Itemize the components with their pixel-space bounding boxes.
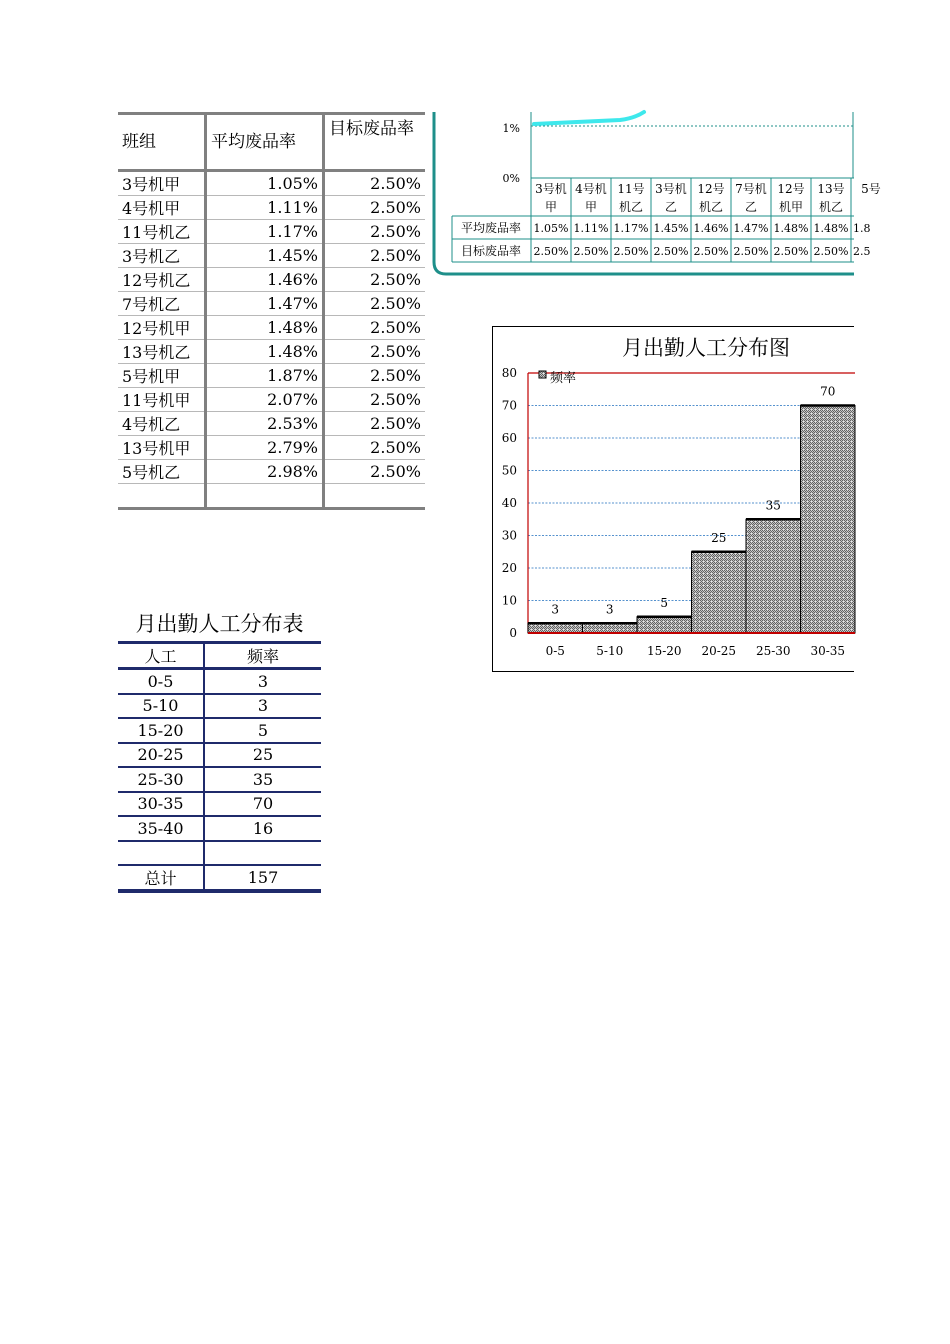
x-tick-label: 15-20: [646, 644, 682, 658]
target-scrap-cell: 2.50%: [324, 388, 426, 412]
labor-range-cell: 35-40: [118, 816, 204, 841]
category-label: 3号机: [535, 182, 567, 196]
avg-scrap-cell: 1.17%: [206, 220, 324, 244]
target-scrap-cell: 2.50%: [324, 436, 426, 460]
header-frequency: 频率: [204, 643, 321, 669]
series-name: 目标废品率: [460, 244, 522, 258]
x-tick-label: 20-25: [701, 644, 737, 658]
avg-scrap-cell: 1.47%: [206, 292, 324, 316]
table-row: [118, 816, 321, 841]
target-scrap-cell: 2.50%: [324, 292, 426, 316]
frequency-cell: 3: [204, 694, 321, 719]
y-tick-label: 60: [501, 431, 517, 445]
scrap-rate-chart: [430, 112, 881, 277]
team-cell: 5号机乙: [118, 460, 206, 484]
team-cell: 5号机甲: [118, 364, 206, 388]
team-cell: 13号机乙: [118, 340, 206, 364]
avg-scrap-cell: 2.07%: [206, 388, 324, 412]
bar: [692, 552, 747, 633]
table-value: 2.50%: [813, 245, 849, 258]
labor-range-cell: 0-5: [118, 669, 204, 694]
avg-scrap-line: [534, 112, 644, 124]
category-label: 4号机: [575, 182, 607, 196]
table-value: 1.48%: [773, 222, 809, 235]
table-row: [118, 767, 321, 792]
table-value: 2.5: [853, 245, 871, 258]
labor-range-cell: 15-20: [118, 718, 204, 743]
frequency-cell: 70: [204, 792, 321, 817]
target-scrap-cell: 2.50%: [324, 244, 426, 268]
table-header-row: [118, 643, 321, 669]
series-name: 平均废品率: [460, 221, 522, 235]
legend-swatch: [539, 371, 546, 378]
attendance-histogram: [492, 326, 854, 672]
target-scrap-cell: 2.50%: [324, 171, 426, 196]
table-row: [118, 460, 425, 484]
table-value: 2.50%: [653, 245, 689, 258]
y-tick-label: 0%: [502, 172, 520, 185]
y-tick-label: 50: [501, 463, 517, 478]
x-tick-label: 30-35: [810, 644, 846, 658]
table-value: 2.50%: [533, 245, 569, 258]
avg-scrap-cell: 1.05%: [206, 171, 324, 196]
table-value: 1.45%: [653, 222, 689, 235]
data-label: 70: [820, 384, 836, 399]
table-row: [118, 244, 425, 268]
labor-range-cell: 30-35: [118, 792, 204, 817]
team-cell: 12号机甲: [118, 316, 206, 340]
table-row: [118, 364, 425, 388]
data-label: 25: [711, 530, 727, 545]
avg-scrap-cell: 1.45%: [206, 244, 324, 268]
category-label: 乙: [664, 200, 678, 214]
target-scrap-cell: 2.50%: [324, 220, 426, 244]
attendance-histogram-svg: [493, 327, 855, 673]
table-row: [118, 220, 425, 244]
table-value: 1.11%: [573, 222, 609, 235]
frequency-cell: 5: [204, 718, 321, 743]
frequency-cell: 35: [204, 767, 321, 792]
target-scrap-cell: 2.50%: [324, 364, 426, 388]
table-value: 2.50%: [773, 245, 809, 258]
table-row: [118, 292, 425, 316]
data-label: 35: [765, 498, 781, 513]
table-row: [118, 340, 425, 364]
data-label: 3: [605, 602, 614, 617]
table-value: 2.50%: [693, 245, 729, 258]
category-label: 乙: [744, 200, 758, 214]
y-tick-label: 1%: [502, 122, 520, 135]
category-label: 机乙: [618, 200, 644, 214]
labor-range-cell: 总计: [118, 865, 204, 891]
table-row: [118, 841, 321, 866]
table-value: 1.17%: [613, 222, 649, 235]
bar: [583, 623, 638, 633]
table-row: [118, 792, 321, 817]
category-label: 7号机: [735, 182, 767, 196]
y-tick-label: 30: [501, 528, 517, 543]
team-cell: 3号机乙: [118, 244, 206, 268]
y-tick-label: 0: [509, 626, 517, 640]
x-tick-label: 25-30: [755, 644, 791, 658]
bar: [746, 519, 801, 633]
category-label: 甲: [584, 200, 598, 214]
table-row: [118, 484, 425, 509]
y-tick-label: 80: [501, 366, 517, 380]
target-scrap-cell: 2.50%: [324, 340, 426, 364]
table-row: [118, 694, 321, 719]
category-label: 5号: [861, 182, 881, 196]
header-team: 班组: [118, 114, 206, 171]
team-cell: 3号机甲: [118, 171, 206, 196]
team-cell: 11号机甲: [118, 388, 206, 412]
target-scrap-cell: 2.50%: [324, 412, 426, 436]
x-tick-label: 5-10: [596, 644, 624, 658]
category-label: 机乙: [698, 200, 724, 214]
y-tick-label: 20: [501, 561, 517, 575]
category-label: 甲: [544, 200, 558, 214]
category-label: 3号机: [655, 182, 687, 196]
avg-scrap-cell: 2.53%: [206, 412, 324, 436]
table-value: 2.50%: [613, 245, 649, 258]
bar: [528, 623, 583, 633]
attendance-table: [118, 641, 321, 893]
table-row: [118, 316, 425, 340]
table-value: 1.46%: [693, 222, 729, 235]
labor-range-cell: 5-10: [118, 694, 204, 719]
team-cell: 12号机乙: [118, 268, 206, 292]
table-header-row: [118, 114, 425, 171]
team-cell: 11号机乙: [118, 220, 206, 244]
team-cell: 4号机乙: [118, 412, 206, 436]
target-scrap-cell: 2.50%: [324, 460, 426, 484]
header-avg-scrap: 平均废品率: [206, 114, 324, 171]
team-cell: 7号机乙: [118, 292, 206, 316]
table-row: [118, 412, 425, 436]
y-tick-label: 40: [501, 496, 517, 510]
avg-scrap-cell: 1.11%: [206, 196, 324, 220]
table-row: [118, 436, 425, 460]
table-value: 1.8: [853, 222, 871, 235]
category-label: 11号: [617, 182, 645, 196]
table-row: [118, 865, 321, 891]
frequency-cell: 16: [204, 816, 321, 841]
target-scrap-cell: 2.50%: [324, 316, 426, 340]
category-label: 机乙: [818, 200, 844, 214]
avg-scrap-cell: 1.87%: [206, 364, 324, 388]
table-row: [118, 171, 425, 196]
header-target-scrap: 目标废品率: [324, 114, 426, 171]
table-value: 2.50%: [573, 245, 609, 258]
labor-range-cell: [118, 841, 204, 866]
table-row: [118, 388, 425, 412]
y-tick-label: 10: [501, 593, 517, 608]
frequency-cell: [204, 841, 321, 866]
team-cell: 13号机甲: [118, 436, 206, 460]
team-cell: 4号机甲: [118, 196, 206, 220]
scrap-rate-table: [118, 112, 425, 510]
target-scrap-cell: 2.50%: [324, 268, 426, 292]
labor-range-cell: 25-30: [118, 767, 204, 792]
frequency-cell: 3: [204, 669, 321, 694]
table-value: 1.48%: [813, 222, 849, 235]
category-label: 12号: [697, 182, 725, 196]
target-scrap-cell: 2.50%: [324, 196, 426, 220]
table-row: [118, 743, 321, 768]
labor-range-cell: 20-25: [118, 743, 204, 768]
scrap-rate-chart-svg: [430, 112, 881, 277]
scrap-table-body: [118, 171, 425, 509]
bar: [801, 406, 856, 634]
category-label: 12号: [777, 182, 805, 196]
data-label: 3: [551, 602, 560, 617]
table-row: [118, 268, 425, 292]
y-tick-label: 70: [501, 398, 517, 413]
avg-scrap-cell: 2.79%: [206, 436, 324, 460]
table-value: 1.47%: [733, 222, 769, 235]
chart-title: 月出勤人工分布图: [622, 336, 790, 360]
avg-scrap-cell: 1.48%: [206, 340, 324, 364]
attendance-table-body: [118, 669, 321, 892]
avg-scrap-cell: 1.46%: [206, 268, 324, 292]
table-value: 1.05%: [533, 222, 569, 235]
avg-scrap-cell: [206, 484, 324, 509]
avg-scrap-cell: 2.98%: [206, 460, 324, 484]
team-cell: [118, 484, 206, 509]
bar: [637, 617, 692, 633]
table-value: 2.50%: [733, 245, 769, 258]
frequency-cell: 25: [204, 743, 321, 768]
category-label: 13号: [817, 182, 845, 196]
table-row: [118, 196, 425, 220]
frequency-cell: 157: [204, 865, 321, 891]
data-label: 5: [660, 595, 669, 610]
legend-label: 频率: [550, 371, 577, 386]
x-tick-label: 0-5: [545, 644, 565, 658]
attendance-table-title: 月出勤人工分布表: [135, 612, 304, 636]
table-row: [118, 669, 321, 694]
avg-scrap-cell: 1.48%: [206, 316, 324, 340]
header-labor: 人工: [118, 643, 204, 669]
target-scrap-cell: [324, 484, 426, 509]
table-row: [118, 718, 321, 743]
category-label: 机甲: [778, 200, 804, 214]
